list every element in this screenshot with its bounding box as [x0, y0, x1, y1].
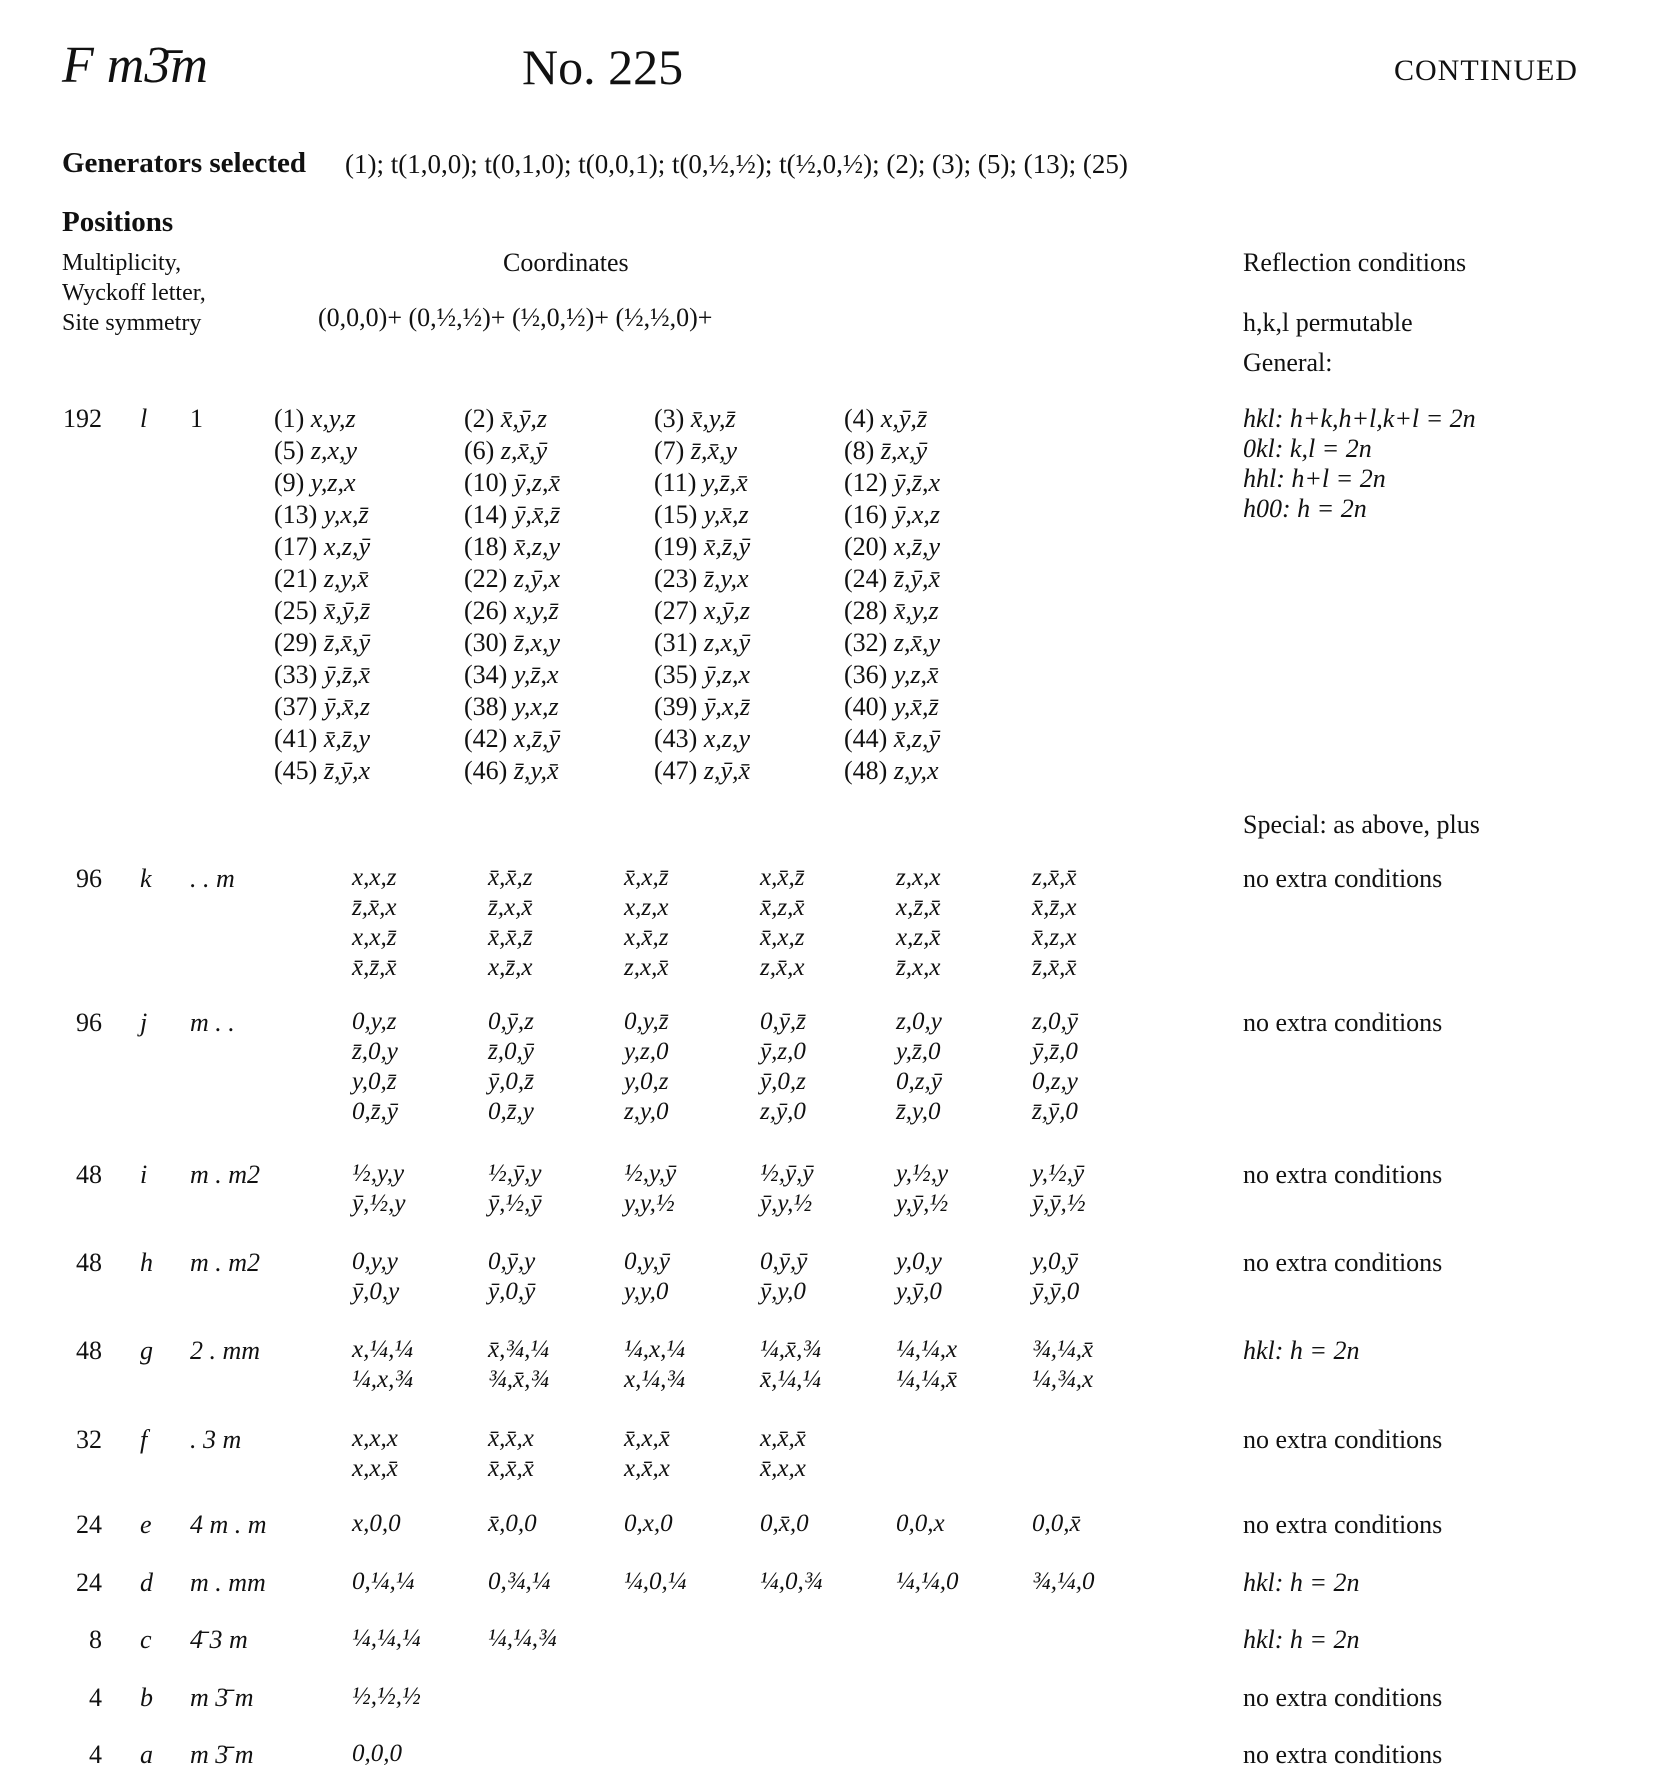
wyckoff-coordinate: ½,y,y: [352, 1160, 405, 1187]
wyckoff-coordinate: ȳ,0,y: [352, 1278, 400, 1305]
general-coordinate: (36) y,z,x̄: [844, 660, 939, 689]
wyckoff-coordinate: ȳ,ȳ,0: [1032, 1278, 1080, 1305]
wyckoff-coordinate: z,0,ȳ: [1032, 1008, 1078, 1035]
wyckoff-coordinate: ¼,0,¾: [760, 1568, 823, 1595]
reflection-condition: no extra conditions: [1243, 1425, 1443, 1454]
wyckoff-coordinate: x̄,z̄,x̄: [352, 954, 397, 981]
general-coordinate: (10) ȳ,z,x̄: [464, 468, 561, 497]
wyckoff-coordinate: z,x,x: [896, 864, 941, 891]
wyckoff-coordinate: y,½,ȳ: [1032, 1160, 1085, 1187]
wyckoff-coordinate: z̄,ȳ,0: [1032, 1098, 1078, 1125]
wyckoff-coordinate: x,x̄,x̄: [760, 1425, 806, 1452]
general-coordinate: (5) z,x,y: [274, 436, 358, 465]
special-conditions-label: Special: as above, plus: [1243, 810, 1480, 839]
general-coordinate: (11) y,z̄,x̄: [654, 468, 748, 497]
wyckoff-coordinate: ȳ,½,y: [352, 1190, 406, 1217]
general-coordinate: (7) z̄,x̄,y: [654, 436, 738, 465]
multiplicity-label: Multiplicity,: [62, 250, 182, 276]
wyckoff-coordinate: ¼,¼,0: [896, 1568, 959, 1595]
site-symmetry: m . m2: [190, 1248, 261, 1277]
wyckoff-coordinate: x̄,x,x: [760, 1455, 806, 1482]
wyckoff-coordinate: z,y,0: [624, 1098, 669, 1125]
wyckoff-letter: e: [140, 1510, 152, 1539]
general-coordinate: (30) z̄,x,y: [464, 628, 561, 657]
general-conditions-label: General:: [1243, 348, 1333, 377]
reflection-condition: hkl: h = 2n: [1243, 1336, 1360, 1365]
wyckoff-multiplicity: 32: [76, 1425, 102, 1454]
general-coordinate: (9) y,z,x: [274, 468, 356, 497]
wyckoff-coordinate: 0,x̄,0: [760, 1510, 809, 1537]
wyckoff-coordinate: x,x,z̄: [352, 924, 397, 951]
general-coordinate: (45) z̄,ȳ,x: [274, 756, 371, 785]
wyckoff-coordinate: 0,0,0: [352, 1740, 402, 1767]
general-coordinate: (40) y,x̄,z̄: [844, 692, 939, 721]
reflection-condition: no extra conditions: [1243, 1510, 1443, 1539]
wyckoff-letter: j: [140, 1008, 148, 1037]
site-symmetry: m . mm: [190, 1568, 266, 1597]
general-coordinate: (38) y,x,z: [464, 692, 559, 721]
general-wyckoff-letter: l: [140, 404, 148, 433]
generators-label: Generators selected: [62, 147, 306, 179]
general-condition: h00: h = 2n: [1243, 494, 1367, 523]
wyckoff-coordinate: x,z,x̄: [896, 924, 941, 951]
wyckoff-coordinate: z,x̄,x: [760, 954, 805, 981]
space-group-symbol: F m3̄m: [62, 37, 208, 94]
wyckoff-coordinate: z̄,x̄,x: [352, 894, 397, 921]
general-coordinate: (14) ȳ,x̄,z̄: [464, 500, 561, 529]
space-group-number: No. 225: [522, 39, 684, 95]
wyckoff-coordinate: 0,ȳ,ȳ: [760, 1248, 808, 1275]
wyckoff-coordinate: y,½,y: [896, 1160, 949, 1187]
wyckoff-coordinate: ¼,0,¼: [624, 1568, 687, 1595]
wyckoff-coordinate: ¼,¼,x̄: [896, 1366, 958, 1393]
wyckoff-coordinate: x̄,¾,¼: [488, 1336, 550, 1363]
multiplicity-header: [62, 248, 206, 338]
reflection-condition: hkl: h = 2n: [1243, 1568, 1360, 1597]
wyckoff-coordinate: ¼,x̄,¾: [760, 1336, 822, 1363]
wyckoff-coordinate: ½,ȳ,ȳ: [760, 1160, 814, 1187]
wyckoff-coordinate: z,ȳ,0: [760, 1098, 806, 1125]
wyckoff-coordinate: ½,½,½: [352, 1683, 421, 1710]
site-symmetry: 4̄ 3 m: [190, 1625, 248, 1654]
general-coordinate: (21) z,y,x̄: [274, 564, 369, 593]
reflection-condition: no extra conditions: [1243, 1740, 1443, 1769]
general-coordinate: (1) x,y,z: [274, 404, 356, 433]
general-coordinate: (17) x,z,ȳ: [274, 532, 371, 561]
wyckoff-coordinate: x,x,x: [352, 1425, 398, 1452]
general-coordinate: (22) z,ȳ,x: [464, 564, 561, 593]
wyckoff-multiplicity: 96: [76, 864, 102, 893]
wyckoff-coordinate: 0,ȳ,z: [488, 1008, 534, 1035]
general-coordinate: (29) z̄,x̄,ȳ: [274, 628, 371, 657]
wyckoff-coordinate: 0,z̄,y: [488, 1098, 534, 1125]
wyckoff-coordinate: ȳ,y,½: [760, 1190, 813, 1217]
wyckoff-coordinate: 0,ȳ,y: [488, 1248, 536, 1275]
general-coordinate: (16) ȳ,x,z: [844, 500, 941, 529]
generators-list: (1); t(1,0,0); t(0,1,0); t(0,0,1); t(0,½,½); t(½,0,½); (2); (3); (5); (13); (25): [345, 149, 1128, 179]
positions-title: Positions: [62, 206, 174, 238]
wyckoff-coordinate: z,x̄,x̄: [1032, 864, 1077, 891]
wyckoff-coordinate: x̄,z,x̄: [760, 894, 805, 921]
general-coordinate: (26) x,y,z̄: [464, 596, 559, 625]
wyckoff-coordinate: ¾,¼,x̄: [1032, 1336, 1094, 1363]
wyckoff-coordinate: ȳ,ȳ,½: [1032, 1190, 1086, 1217]
wyckoff-coordinate: z̄,x̄,x̄: [1032, 954, 1077, 981]
wyckoff-coordinate: x,x,z: [352, 864, 397, 891]
wyckoff-coordinate: x̄,z,x: [1032, 924, 1077, 951]
wyckoff-coordinate: x̄,¼,¼: [760, 1366, 822, 1393]
general-coordinate: (13) y,x,z̄: [274, 500, 369, 529]
wyckoff-coordinate: 0,z,y: [1032, 1068, 1078, 1095]
wyckoff-letter: h: [140, 1248, 153, 1277]
reflection-condition: no extra conditions: [1243, 1248, 1443, 1277]
wyckoff-coordinate: z̄,0,y: [352, 1038, 398, 1065]
permutable-note: h,k,l permutable: [1243, 308, 1413, 337]
site-symmetry: 4 m . m: [190, 1510, 267, 1539]
general-coordinate: (43) x,z,y: [654, 724, 751, 753]
wyckoff-coordinate: 0,0,x̄: [1032, 1510, 1081, 1537]
wyckoff-coordinate: 0,y,ȳ: [624, 1248, 670, 1275]
general-coordinate: (6) z,x̄,ȳ: [464, 436, 548, 465]
wyckoff-coordinate: ȳ,z,0: [760, 1038, 806, 1065]
wyckoff-letter: b: [140, 1683, 153, 1712]
wyckoff-coordinate: ¼,¼,¾: [488, 1625, 557, 1652]
wyckoff-coordinate: 0,y,z: [352, 1008, 397, 1035]
general-multiplicity: 192: [63, 404, 102, 433]
wyckoff-coordinate: x,x̄,z: [624, 924, 669, 951]
general-condition: 0kl: k,l = 2n: [1243, 434, 1372, 463]
general-coordinate: (28) x̄,y,z: [844, 596, 939, 625]
wyckoff-coordinate: ¼,¼,¼: [352, 1625, 421, 1652]
wyckoff-coordinate: y,ȳ,½: [896, 1190, 949, 1217]
general-coordinate: (48) z,y,x: [844, 756, 939, 785]
wyckoff-coordinate: x,z,x: [624, 894, 669, 921]
site-symmetry: m 3̄ m: [190, 1740, 254, 1769]
wyckoff-coordinate: 0,¼,¼: [352, 1568, 415, 1595]
general-coordinate: (34) y,z̄,x: [464, 660, 559, 689]
wyckoff-letter: f: [140, 1425, 148, 1454]
general-coordinate: (35) ȳ,z,x: [654, 660, 751, 689]
general-coordinate: (41) x̄,z̄,y: [274, 724, 371, 753]
wyckoff-coordinate: ½,ȳ,y: [488, 1160, 542, 1187]
wyckoff-coordinate: ¾,x̄,¾: [488, 1366, 550, 1393]
reflection-conditions-label: Reflection conditions: [1243, 248, 1467, 277]
general-coordinate: (18) x̄,z,y: [464, 532, 561, 561]
site-symmetry: 2 . mm: [190, 1336, 261, 1365]
general-coordinate: (44) x̄,z,ȳ: [844, 724, 941, 753]
reflection-condition: no extra conditions: [1243, 1160, 1443, 1189]
wyckoff-coordinate: x̄,x,x̄: [624, 1425, 670, 1452]
wyckoff-coordinate: 0,x,0: [624, 1510, 673, 1537]
wyckoff-multiplicity: 24: [76, 1568, 102, 1597]
wyckoff-coordinate: 0,y,y: [352, 1248, 398, 1275]
general-coordinate: (3) x̄,y,z̄: [654, 404, 736, 433]
wyckoff-coordinate: y,ȳ,0: [896, 1278, 942, 1305]
general-coordinate: (25) x̄,ȳ,z̄: [274, 596, 371, 625]
wyckoff-multiplicity: 96: [76, 1008, 102, 1037]
site-symmetry: m 3̄ m: [190, 1683, 254, 1712]
general-coordinate: (12) ȳ,z̄,x: [844, 468, 941, 497]
wyckoff-coordinate: x̄,x,z: [760, 924, 805, 951]
wyckoff-coordinate: ȳ,y,0: [760, 1278, 806, 1305]
wyckoff-coordinate: ¼,¼,x: [896, 1336, 958, 1363]
wyckoff-coordinate: ȳ,z̄,0: [1032, 1038, 1078, 1065]
centering-translations: (0,0,0)+ (0,½,½)+ (½,0,½)+ (½,½,0)+: [318, 303, 713, 332]
reflection-condition: hkl: h = 2n: [1243, 1625, 1360, 1654]
wyckoff-coordinate: z̄,x,x: [896, 954, 941, 981]
coordinates-label: Coordinates: [503, 248, 629, 277]
wyckoff-coordinate: x̄,x,z̄: [624, 864, 669, 891]
site-symmetry: . 3 m: [190, 1425, 242, 1454]
general-coordinate: (46) z̄,y,x̄: [464, 756, 559, 785]
wyckoff-coordinate: ¾,¼,0: [1032, 1568, 1095, 1595]
wyckoff-coordinate: y,z,0: [624, 1038, 669, 1065]
wyckoff-coordinate: x̄,x̄,x̄: [488, 1455, 534, 1482]
site-symmetry: m . m2: [190, 1160, 261, 1189]
general-coordinate: (23) z̄,y,x: [654, 564, 749, 593]
wyckoff-coordinate: ȳ,0,ȳ: [488, 1278, 536, 1305]
wyckoff-coordinate: x,z̄,x: [488, 954, 533, 981]
wyckoff-coordinate: x̄,x̄,x: [488, 1425, 534, 1452]
general-coordinate: (19) x̄,z̄,ȳ: [654, 532, 751, 561]
general-coordinate: (31) z,x,ȳ: [654, 628, 751, 657]
wyckoff-coordinate: ¼,x,¾: [352, 1366, 414, 1393]
wyckoff-coordinate: ¼,¾,x: [1032, 1366, 1094, 1393]
wyckoff-coordinate: x,x̄,z̄: [760, 864, 805, 891]
general-coordinate: (20) x,z̄,y: [844, 532, 941, 561]
wyckoff-coordinate: 0,¾,¼: [488, 1568, 551, 1595]
wyckoff-coordinate: z,x,x̄: [624, 954, 669, 981]
general-coordinate: (8) z̄,x,ȳ: [844, 436, 928, 465]
continued-label: CONTINUED: [1394, 54, 1578, 87]
general-coordinate: (24) z̄,ȳ,x̄: [844, 564, 941, 593]
wyckoff-coordinate: 0,0,x: [896, 1510, 945, 1537]
site-symmetry: m . .: [190, 1008, 235, 1037]
wyckoff-coordinate: ¼,x,¼: [624, 1336, 686, 1363]
general-coordinate: (39) ȳ,x,z̄: [654, 692, 751, 721]
wyckoff-coordinate: 0,z̄,ȳ: [352, 1098, 398, 1125]
general-coordinate: (2) x̄,ȳ,z: [464, 404, 548, 433]
wyckoff-coordinate: y,y,½: [624, 1190, 675, 1217]
wyckoff-coordinate: x̄,0,0: [488, 1510, 537, 1537]
general-coordinate: (4) x,ȳ,z̄: [844, 404, 928, 433]
reflection-condition: no extra conditions: [1243, 864, 1443, 893]
wyckoff-coordinate: z̄,y,0: [896, 1098, 941, 1125]
wyckoff-multiplicity: 24: [76, 1510, 102, 1539]
wyckoff-letter-label: Wyckoff letter,: [62, 280, 206, 306]
wyckoff-coordinate: ȳ,½,ȳ: [488, 1190, 542, 1217]
site-symmetry-label: Site symmetry: [62, 310, 202, 336]
wyckoff-coordinate: ½,y,ȳ: [624, 1160, 677, 1187]
wyckoff-coordinate: z̄,0,ȳ: [488, 1038, 534, 1065]
general-coordinate: (42) x,z̄,ȳ: [464, 724, 561, 753]
wyckoff-multiplicity: 4: [89, 1740, 102, 1769]
wyckoff-multiplicity: 48: [76, 1160, 102, 1189]
general-coordinate: (33) ȳ,z̄,x̄: [274, 660, 371, 689]
wyckoff-coordinate: z,0,y: [896, 1008, 942, 1035]
reflection-condition: no extra conditions: [1243, 1008, 1443, 1037]
wyckoff-multiplicity: 8: [89, 1625, 102, 1654]
wyckoff-coordinate: x,0,0: [352, 1510, 401, 1537]
wyckoff-coordinate: 0,ȳ,z̄: [760, 1008, 806, 1035]
wyckoff-coordinate: ȳ,0,z̄: [488, 1068, 534, 1095]
wyckoff-coordinate: ȳ,0,z: [760, 1068, 806, 1095]
general-coordinate: (15) y,x̄,z: [654, 500, 749, 529]
wyckoff-coordinate: y,0,ȳ: [1032, 1248, 1078, 1275]
wyckoff-multiplicity: 48: [76, 1248, 102, 1277]
wyckoff-coordinate: 0,z,ȳ: [896, 1068, 942, 1095]
wyckoff-letter: g: [140, 1336, 153, 1365]
wyckoff-coordinate: y,0,z: [624, 1068, 669, 1095]
wyckoff-coordinate: y,0,z̄: [352, 1068, 397, 1095]
wyckoff-coordinate: x,x,x̄: [352, 1455, 398, 1482]
wyckoff-letter: d: [140, 1568, 153, 1597]
wyckoff-coordinate: x,¼,¾: [624, 1366, 686, 1393]
wyckoff-coordinate: 0,y,z̄: [624, 1008, 669, 1035]
wyckoff-letter: a: [140, 1740, 153, 1769]
wyckoff-letter: c: [140, 1625, 152, 1654]
wyckoff-coordinate: x,¼,¼: [352, 1336, 414, 1363]
general-coordinate: (37) ȳ,x̄,z: [274, 692, 371, 721]
wyckoff-coordinate: z̄,x,x̄: [488, 894, 533, 921]
general-condition: hhl: h+l = 2n: [1243, 464, 1386, 493]
general-site-symmetry: 1: [190, 404, 203, 433]
general-coordinate: (27) x,ȳ,z: [654, 596, 751, 625]
wyckoff-coordinate: x,z̄,x̄: [896, 894, 941, 921]
wyckoff-coordinate: x,x̄,x: [624, 1455, 670, 1482]
wyckoff-coordinate: x̄,x̄,z̄: [488, 924, 533, 951]
wyckoff-coordinate: x̄,z̄,x: [1032, 894, 1077, 921]
general-coordinate: (47) z,ȳ,x̄: [654, 756, 751, 785]
wyckoff-coordinate: y,0,y: [896, 1248, 942, 1275]
wyckoff-letter: k: [140, 864, 152, 893]
wyckoff-letter: i: [140, 1160, 148, 1189]
reflection-condition: no extra conditions: [1243, 1683, 1443, 1712]
general-coordinate: (32) z,x̄,y: [844, 628, 941, 657]
wyckoff-coordinate: y,y,0: [624, 1278, 669, 1305]
wyckoff-coordinate: x̄,x̄,z: [488, 864, 533, 891]
wyckoff-multiplicity: 48: [76, 1336, 102, 1365]
wyckoff-coordinate: y,z̄,0: [896, 1038, 941, 1065]
site-symmetry: . . m: [190, 864, 235, 893]
general-condition: hkl: h+k,h+l,k+l = 2n: [1243, 404, 1476, 433]
wyckoff-multiplicity: 4: [89, 1683, 102, 1712]
